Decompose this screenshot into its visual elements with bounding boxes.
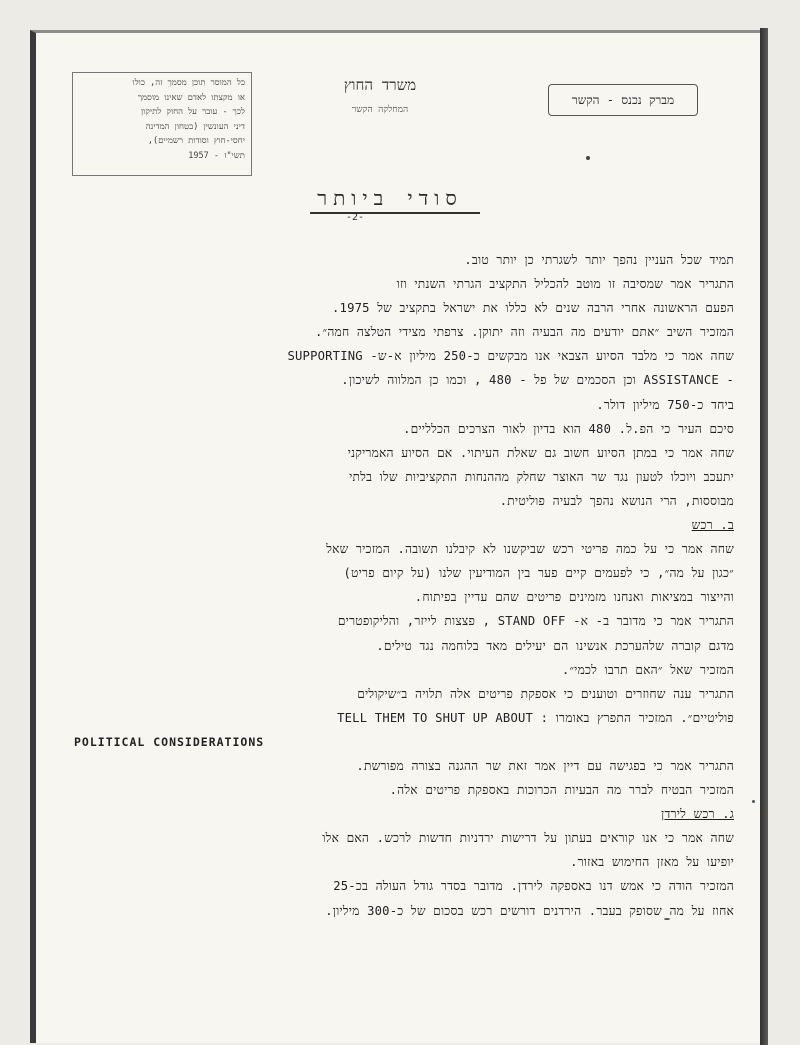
body-line: ביחד כ-750 מיליון דולר.: [596, 397, 734, 412]
body-line: תמיד שכל העניין נהפך יותר לשגרתי כן יותר טוב.: [464, 253, 734, 267]
body-line: המזכיר שאל ״האם תרבו לכמי״.: [561, 662, 734, 677]
ministry-department: המחלקה הקשר: [351, 105, 409, 115]
scan-edge: [760, 28, 768, 1045]
stamp-line: יחסי-חוץ וסודות רשמיים),: [147, 136, 245, 147]
ink-speck: [586, 156, 590, 160]
body-line: פוליטיים״. המזכיר התפרץ באומרו : TELL THEM TO SHUT UP ABOUT: [337, 710, 734, 725]
body-line: יתעכב ויוכלו לטעון נגד שר האוצר שחלק מההנחות התקציביות שלו בלתי: [349, 469, 734, 484]
body-line: שחה אמר כי אנו קוראים בעתון על דרישות ירדניות חדשות לרכש. האם אלו: [322, 831, 734, 846]
body-line: המזכיר הודה כי אמש דנו באספקה לירדן. מדובר בסדר גודל העולה בכ-25: [333, 879, 734, 894]
body-line: והייצור במציאות ואנחנו מזמינים פריטים שהם עדיין בפיתוח.: [414, 590, 734, 605]
body-line: - ASSISTANCE וכן הסכמים של פל - 480 , וכמו כן המלווה לשיכון.: [341, 373, 734, 388]
body-line: התגריר ענה שחוזרים וטוענים כי אספקת פריטים אלה תלויה ב״שיקולים: [357, 686, 734, 701]
scan-speck: [752, 800, 755, 803]
cable-type-label: מברק נכנס - הקשר: [548, 84, 698, 116]
stamp-line: לכך - עובר על החוק לתיקון: [141, 107, 245, 118]
body-line: שחה אמר כי מלבד הסיוע הצבאי אנו מבקשים כ-250 מיליון א-ש- SUPPORTING: [287, 349, 734, 364]
body-line: ״כגון על מה״, כי לפעמים קיים פער בין המודיעין שלנו (על קיום פריט): [343, 566, 734, 581]
body-line: מבוססות, הרי הנושא נהפך לבעיה פוליטית.: [499, 493, 734, 508]
body-line: מדגם קוברה שלהערכת אנשינו הם יעילים מאד בלוחמה נגד טילים.: [376, 638, 734, 653]
body-line: סיכם העיר כי הפ.ל. 480 הוא בדיון לאור הצרכים הכלליים.: [403, 421, 734, 436]
page-number: -2-: [345, 212, 365, 223]
stamp-line: או מקצתו לאדם שאינו מוסמך: [137, 92, 245, 103]
section-heading-jordan: ג. רכש לירדן: [661, 807, 734, 822]
cable-body: [74, 248, 734, 923]
stamp-line: דיני העונשין (בטחון המדינה: [145, 121, 245, 132]
body-line: המזכיר השיב ״אתם יודעים מה הבעיה וזה יתוקן. צרפתי מצידי הטלצה חמה״.: [314, 325, 734, 340]
body-line-english: POLITICAL CONSIDERATIONS: [74, 734, 265, 749]
classification-title: סודי ביותר: [317, 186, 463, 210]
legal-warning-stamp: [72, 72, 252, 176]
ministry-name: משרד החוץ: [343, 76, 417, 94]
stamp-line: כל המוסר תוכן מסמך זה, כולו: [132, 78, 245, 88]
body-line: שחה אמר כי על כמה פריטי רכש שביקשנו לא קיבלנו תשובה. המזכיר שאל: [326, 542, 734, 557]
body-line: התגריר אמר שמסיבה זו מוטב להכליל התקציב הגרתי השנתי וזו: [396, 277, 734, 292]
body-line: התגריר אמר כי בפגישה עם דיין אמר זאת שר ההגנה בצורה מפורשת.: [356, 758, 734, 773]
body-line: יופיעו על מאזן החימוש באזור.: [570, 855, 734, 870]
body-line: אחוז על מה שסופק בעבר. הירדנים דורשים רכש בסכום של כ-300 מיליון.: [325, 903, 734, 918]
stamp-line: תשי"ז - 1957: [188, 150, 245, 161]
scan-speck: [664, 918, 670, 920]
section-heading-procurement: ב. רכש: [691, 518, 734, 533]
body-line: המזכיר הבטיח לברר מה הבעיות הכרוכות באספקת פריטים אלה.: [389, 783, 734, 798]
body-line: שחה אמר כי במתן הסיוע חשוב גם שאלת העיתוי. אם הסיוע האמריקני: [347, 445, 734, 460]
body-line: הפעם הראשונה אחרי הרבה שנים לא כללו את ישראל בתקציב של 1975.: [331, 301, 734, 316]
body-line: התגריר אמר כי מדובר ב- א- STAND OFF , פצצות לייזר, והליקופטרים: [337, 614, 734, 629]
